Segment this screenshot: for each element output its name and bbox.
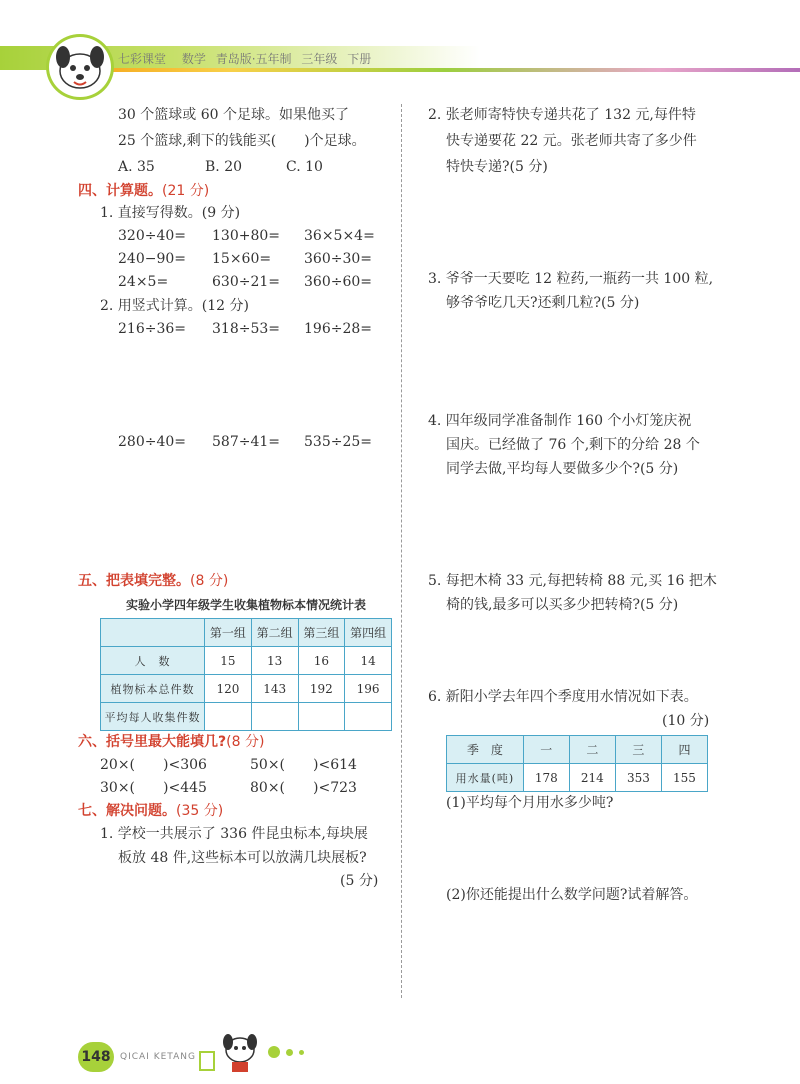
direct-calc: 24×5= [118,274,169,290]
table-cell: 353 [615,764,661,792]
table-row [447,764,708,792]
table-header-cell: 四 [661,736,707,764]
direct-calc: 240−90= [118,251,186,267]
section-5-title: 五、把表填完整。 [78,573,190,589]
section-5-points: (8 分) [190,573,229,589]
table-cell: 120 [205,675,252,703]
section-6-heading [78,731,264,753]
inequality: 20×( )<306 [100,757,207,773]
vertical-calc: 196÷28= [304,321,372,337]
section-6-title: 六、括号里最大能填几? [78,734,227,750]
problem-5-line-1: 5. 每把木椅 33 元,每把转椅 88 元,买 16 把木 [428,573,717,589]
table-header-cell: 三 [615,736,661,764]
section-7-title: 七、解决问题。 [78,803,176,819]
table-cell: 214 [569,764,615,792]
table-cell: 14 [345,647,392,675]
header-subject: 数学 [181,52,206,66]
specimen-table [100,618,392,731]
inequality: 50×( )<614 [250,757,357,773]
table-header-cell: 第二组 [251,619,298,647]
table-row [101,647,392,675]
answer-cell[interactable] [298,703,345,731]
problem-1-points: (5 分) [340,873,379,889]
vertical-calc: 587÷41= [212,434,280,450]
problem-2-line-1: 2. 张老师寄特快专递共花了 132 元,每件特 [428,107,696,123]
footer-dot-icon [299,1050,304,1055]
table-cell: 192 [298,675,345,703]
section-6-points: (8 分) [226,734,265,750]
row-label: 用水量(吨) [447,764,524,792]
section-5-heading [78,570,228,592]
vertical-calc: 216÷36= [118,321,186,337]
option-b: B. 20 [205,159,243,175]
problem-3-line-1: 3. 爷爷一天要吃 12 粒药,一瓶药一共 100 粒, [428,271,714,287]
footer-dot-icon [286,1049,293,1056]
table-cell: 155 [661,764,707,792]
table1-caption: 实验小学四年级学生收集植物标本情况统计表 [125,598,366,612]
direct-calc: 360÷60= [304,274,372,290]
column-divider [401,104,402,998]
table-header-cell: 第四组 [345,619,392,647]
problem-6-line-1: 6. 新阳小学去年四个季度用水情况如下表。 [428,689,698,705]
table-corner-cell [101,619,205,647]
subquestion-4-1: 1. 直接写得数。(9 分) [100,205,241,221]
header-rule [90,68,800,72]
footer-mascot-icon [196,1030,266,1074]
table-header-row [447,736,708,764]
problem-6-sub-1: (1)平均每个月用水多少吨? [446,795,614,811]
table-cell: 196 [345,675,392,703]
inequality: 30×( )<445 [100,780,207,796]
problem-3-line-2: 够爷爷吃几天?还剩几粒?(5 分) [446,295,640,311]
table-header-cell: 第一组 [205,619,252,647]
row-label: 植物标本总件数 [101,675,205,703]
table-row [101,703,392,731]
vertical-calc: 280÷40= [118,434,186,450]
answer-cell[interactable] [345,703,392,731]
answer-cell[interactable] [251,703,298,731]
table-header-cell: 第三组 [298,619,345,647]
table-header-cell: 季 度 [447,736,524,764]
answer-cell[interactable] [205,703,252,731]
table-cell: 178 [523,764,569,792]
question-continuation-line-1: 30 个篮球或 60 个足球。如果他买了 [118,107,349,123]
problem-5-line-2: 椅的钱,最多可以买多少把转椅?(5 分) [446,597,679,613]
table-cell: 16 [298,647,345,675]
table-cell: 143 [251,675,298,703]
header-volume: 下册 [347,52,372,66]
problem-1-line-2: 板放 48 件,这些标本可以放满几块展板? [118,850,367,866]
vertical-calc: 535÷25= [304,434,372,450]
direct-calc: 320÷40= [118,228,186,244]
table-cell: 13 [251,647,298,675]
table-header-cell: 二 [569,736,615,764]
table-row [101,675,392,703]
section-4-points: (21 分) [162,183,210,199]
header-title [118,50,371,67]
vertical-calc: 318÷53= [212,321,280,337]
row-label: 平均每人收集件数 [101,703,205,731]
problem-6-points: (10 分) [662,713,710,729]
direct-calc: 360÷30= [304,251,372,267]
problem-4-line-2: 国庆。已经做了 76 个,剩下的分给 28 个 [446,437,700,453]
problem-1-line-1: 1. 学校一共展示了 336 件昆虫标本,每块展 [100,826,368,842]
problem-2-line-3: 特快专递?(5 分) [446,159,548,175]
direct-calc: 15×60= [212,251,272,267]
section-4-heading [78,180,209,202]
row-label: 人 数 [101,647,205,675]
direct-calc: 36×5×4= [304,228,375,244]
footer-dot-icon [268,1046,280,1058]
section-4-title: 四、计算题。 [78,183,162,199]
water-usage-table [446,735,708,792]
direct-calc: 130+80= [212,228,280,244]
header-series: 七彩课堂 [118,52,167,66]
section-7-points: (35 分) [176,803,224,819]
header-grade: 三年级 [301,52,338,66]
problem-2-line-2: 快专递要花 22 元。张老师共寄了多少件 [446,133,697,149]
problem-4-line-1: 4. 四年级同学准备制作 160 个小灯笼庆祝 [428,413,692,429]
problem-6-sub-2: (2)你还能提出什么数学问题?试着解答。 [446,887,698,903]
footer-label: QICAI KETANG [120,1052,196,1062]
table-header-cell: 一 [523,736,569,764]
inequality: 80×( )<723 [250,780,357,796]
option-c: C. 10 [286,159,323,175]
table-header-row [101,619,392,647]
header-edition: 青岛版·五年制 [215,52,292,66]
table-cell: 15 [205,647,252,675]
section-7-heading [78,800,223,822]
mascot-logo-icon [46,34,114,100]
page-number: 148 [78,1042,114,1072]
subquestion-4-2: 2. 用竖式计算。(12 分) [100,298,249,314]
direct-calc: 630÷21= [212,274,280,290]
problem-4-line-3: 同学去做,平均每人要做多少个?(5 分) [446,461,679,477]
option-a: A. 35 [118,159,155,175]
question-continuation-line-2: 25 个篮球,剩下的钱能买( )个足球。 [118,133,366,149]
